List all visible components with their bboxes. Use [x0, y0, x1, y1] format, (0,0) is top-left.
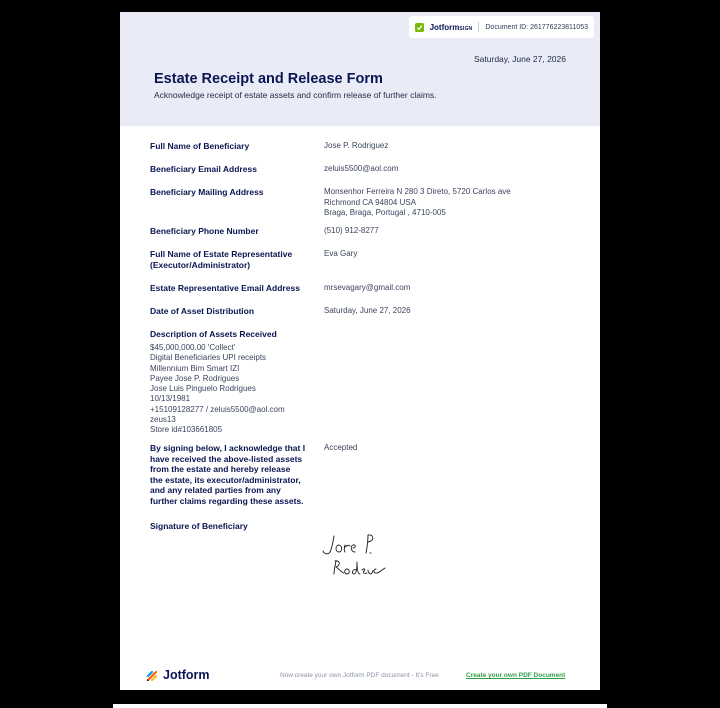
field-label [150, 249, 320, 270]
footer-logo[interactable] [146, 668, 210, 682]
label-line: further claims regarding these assets. [150, 495, 304, 506]
field-value: (510) 912-8277 [324, 226, 379, 235]
field-label: Date of Asset Distribution [150, 306, 255, 316]
badge-brand: JotformSIGN [429, 22, 473, 32]
field-value: Saturday, June 27, 2026 [324, 306, 411, 315]
asset-line: Payee Jose P. Rodrigues [150, 373, 240, 383]
asset-line: Digital Beneficiaries UPI receipts [150, 353, 267, 363]
asset-line: Store id#103661805 [150, 425, 223, 435]
label-line: have received the above-listed assets [150, 453, 303, 464]
label-line: Full Name of Estate Representative [150, 249, 293, 259]
field-label: Full Name of Beneficiary [150, 141, 250, 151]
field-value: Jose P. Rodriguez [324, 141, 389, 150]
form-subtitle: Acknowledge receipt of estate assets and confirm release of further claims. [154, 90, 437, 100]
label-line: the estate, its executor/administrator, [150, 474, 301, 485]
address-line: Richmond CA 94804 USA [324, 197, 417, 207]
field-label: Description of Assets Received [150, 329, 277, 339]
field-label: Beneficiary Mailing Address [150, 187, 264, 197]
footer-brand: Jotform [163, 668, 210, 682]
field-value: mrsevagary@gmail.com [324, 283, 411, 292]
asset-line: Millennium Bim Smart IZI [150, 363, 240, 373]
label-line: By signing below, I acknowledge that I [150, 443, 306, 453]
label-line: and any related parties from any [150, 485, 281, 495]
header-date: Saturday, June 27, 2026 [474, 54, 566, 64]
field-value: Accepted [324, 443, 358, 452]
field-value: Eva Gary [324, 249, 358, 258]
asset-line: Jose Luis Pinguelo Rodrigues [150, 384, 256, 394]
field-label: Beneficiary Phone Number [150, 226, 259, 236]
document-header [120, 12, 600, 126]
form-title: Estate Receipt and Release Form [154, 71, 383, 87]
field-label: Signature of Beneficiary [150, 521, 248, 531]
badge-divider [478, 22, 479, 32]
address-line: Monsenhor Ferreira N 280 3 Direto, 5720 Carlos ave [324, 187, 511, 196]
document-page [120, 12, 600, 690]
field-label [150, 443, 322, 506]
address-line: Braga, Braga, Portugal , 4710-005 [324, 208, 446, 217]
create-pdf-link[interactable]: Create your own PDF Document [466, 672, 566, 679]
asset-line: $45,000,000.00 'Collect' [150, 343, 236, 352]
bottom-edge-strip [113, 704, 607, 708]
handwritten-signature [320, 532, 410, 582]
field-label: Estate Representative Email Address [150, 283, 300, 293]
field-label: Beneficiary Email Address [150, 164, 257, 174]
asset-line: zeus13 [150, 415, 176, 425]
asset-line: 10/13/1981 [150, 394, 191, 404]
label-line: (Executor/Administrator) [150, 259, 251, 270]
field-value [324, 187, 564, 219]
assets-list [150, 343, 320, 436]
field-value: zeluis5500@aol.com [324, 164, 399, 173]
jotform-logo-icon [146, 669, 159, 682]
footer-promo-text: Now create your own Jotform PDF document - It's Free [280, 672, 439, 679]
document-id: Document ID: 261776223811053 [485, 23, 588, 31]
document-footer [120, 662, 600, 690]
jotform-sign-logo-icon [415, 23, 424, 32]
jotform-sign-badge [409, 16, 594, 38]
asset-line: +15109128277 / zeluis5500@aol.com [150, 404, 285, 414]
label-line: from the estate and hereby release [150, 464, 291, 474]
